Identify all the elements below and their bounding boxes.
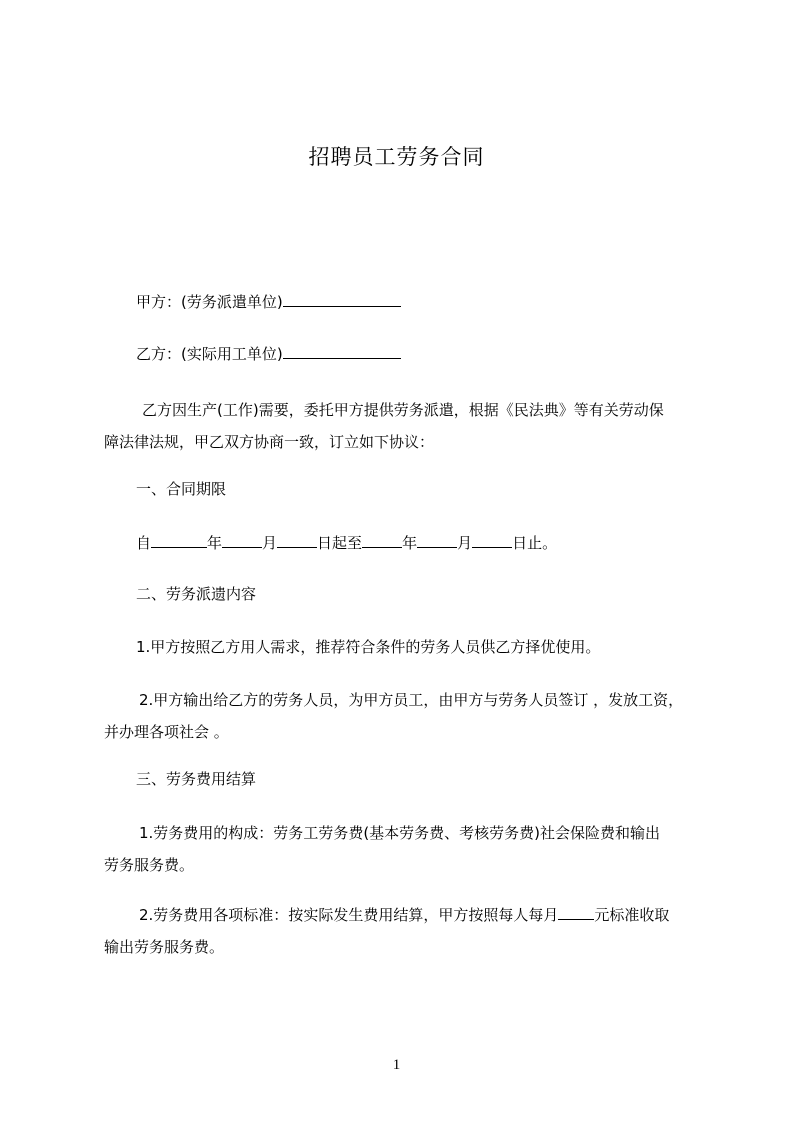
section-3-item-2-line-2: 输出劳务服务费。: [104, 938, 225, 956]
party-b-label: 乙方：(实际用工单位): [136, 345, 283, 363]
section-3-item-2: [104, 899, 714, 963]
document-title: 招聘员工劳务合同: [308, 145, 485, 169]
section-1-heading: 一、合同期限: [136, 480, 227, 498]
section-3-item-1: [104, 817, 714, 881]
section-3-item-1-line-2: 劳务服务费。: [104, 856, 195, 874]
monthly-fee-blank: [558, 903, 594, 920]
section-3-heading: 三、劳务费用结算: [136, 770, 257, 788]
party-a-blank: [283, 290, 401, 307]
preamble-paragraph: [104, 394, 714, 458]
preamble-line-1: 乙方因生产(工作)需要，委托甲方提供劳务派遣，根据《民法典》等有关劳动保: [142, 401, 664, 419]
page-number: 1: [392, 1057, 401, 1073]
section-2-heading: 二、劳务派遗内容: [136, 585, 257, 603]
term-day-from-to-label: 日起至: [317, 534, 363, 552]
term-year-2-label: 年: [402, 534, 418, 552]
term-month-2-label: 月: [457, 534, 473, 552]
party-a-label: 甲方：(劳务派遣单位): [136, 293, 283, 311]
term-start-day-blank: [277, 531, 317, 548]
section-2-item-2-line-2: 并办理各项社会 。: [104, 723, 229, 741]
fee-standard-suffix: 元标准收取: [594, 906, 670, 924]
section-3-item-1-line-1: 1.劳务费用的构成：劳务工劳务费(基本劳务费、考核劳务费)社会保险费和输出: [139, 824, 661, 842]
preamble-line-2: 障法律法规，甲乙双方协商一致，订立如下协议：: [104, 433, 435, 451]
term-day-end-label: 日止。: [512, 534, 558, 552]
section-2-item-2-line-1: 2.甲方输出给乙方的劳务人员，为甲方员工，由甲方与劳务人员签订 ，发放工资，: [139, 691, 684, 709]
term-month-1-label: 月: [262, 534, 278, 552]
term-end-day-blank: [472, 531, 512, 548]
fee-standard-text: 2.劳务费用各项标准：按实际发生费用结算，甲方按照每人每月: [139, 906, 559, 924]
section-3-item-2-line-1: [104, 899, 714, 931]
term-end-month-blank: [417, 531, 457, 548]
section-2-item-2: [104, 684, 714, 748]
term-end-year-blank: [362, 531, 402, 548]
contract-term-line: [136, 531, 557, 554]
section-2-item-1: 1.甲方按照乙方用人需求，推荐符合条件的劳务人员供乙方择优使用。: [136, 638, 601, 656]
party-b-blank: [283, 342, 401, 359]
term-start-month-blank: [222, 531, 262, 548]
term-from-label: 自: [136, 534, 152, 552]
term-year-1-label: 年: [207, 534, 223, 552]
term-start-year-blank: [151, 531, 207, 548]
party-a-line: [136, 290, 401, 313]
party-b-line: [136, 342, 401, 365]
